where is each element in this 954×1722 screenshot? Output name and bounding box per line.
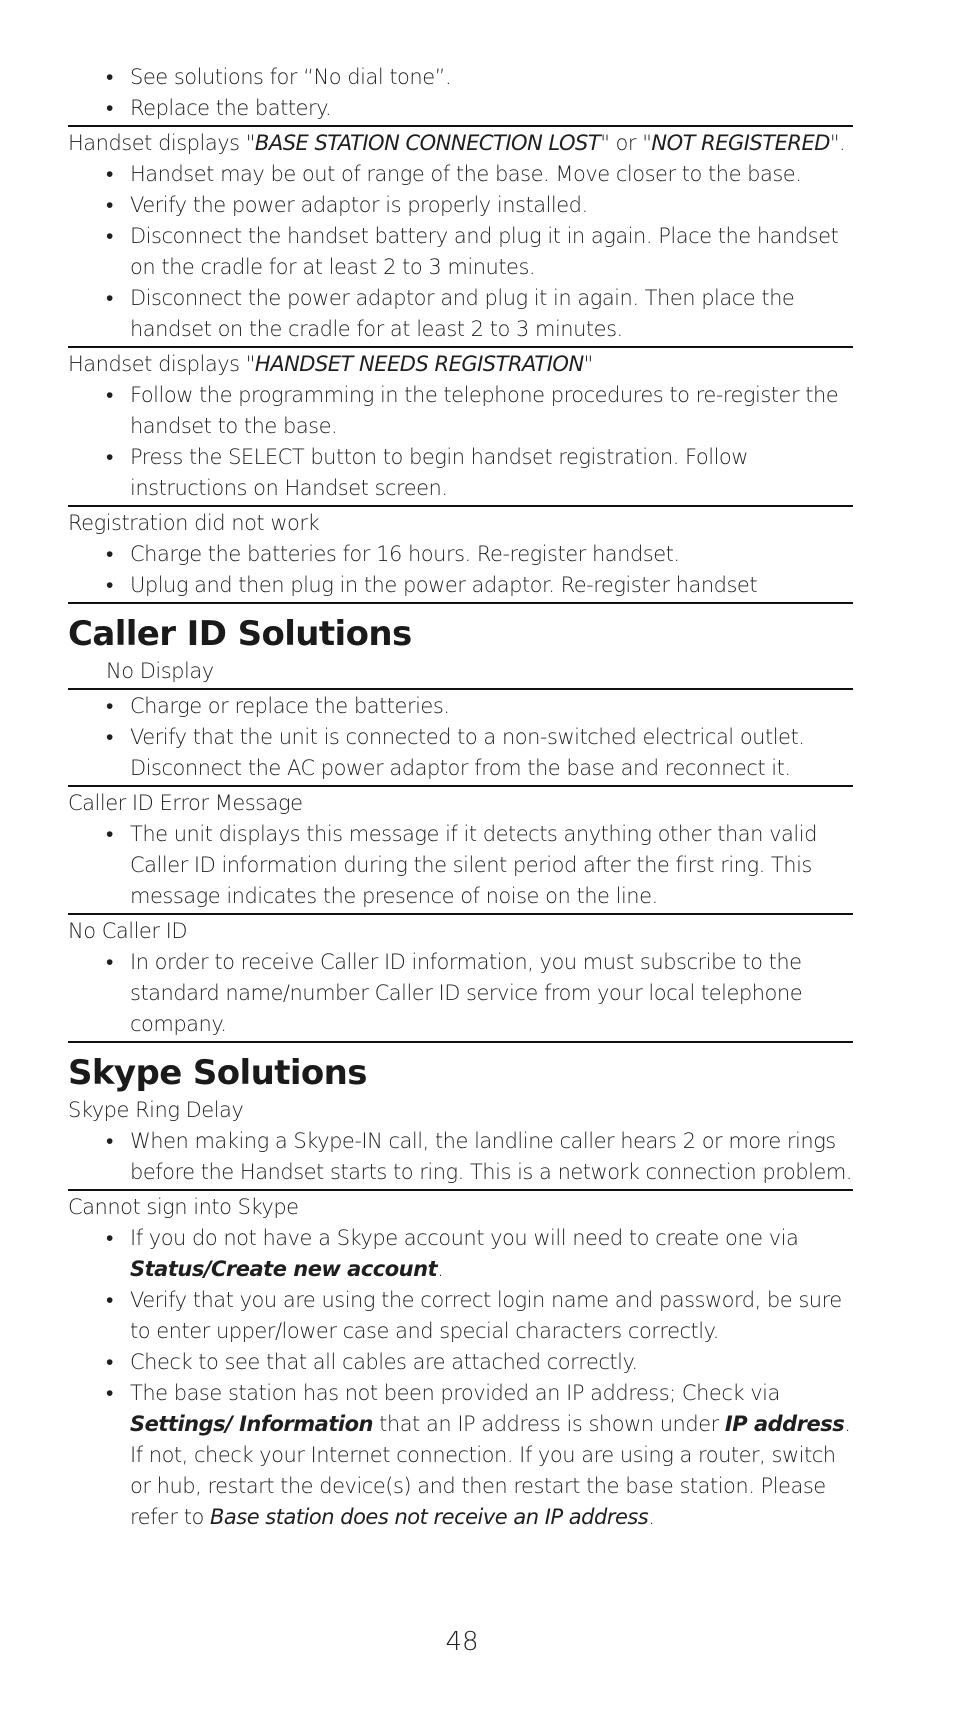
caller-id-error-heading: Caller ID Error Message: [68, 791, 303, 815]
caller-id-section-title: Caller ID Solutions: [68, 614, 412, 654]
list-item: • Disconnect the power adaptor and plug it in again. Then place the handset on the cradle for at least 2 to 3 minutes.: [68, 283, 853, 345]
skype-ring-delay-list: [68, 1126, 853, 1188]
no-dial-tone-list: [68, 62, 853, 124]
no-display-list: [68, 691, 853, 784]
no-display-heading: No Display: [106, 659, 214, 683]
list-item: • See solutions for “No dial tone”.: [68, 62, 853, 93]
divider: [68, 505, 853, 507]
needs-registration-heading: Handset displays "HANDSET NEEDS REGISTRATION": [68, 352, 593, 376]
list-item: • The unit displays this message if it detects anything other than valid Caller ID information during the silent period after the first ring. This message indicates the presence of noise on the line.: [68, 819, 853, 912]
divider: [68, 125, 853, 127]
list-item: • Press the SELECT button to begin handset registration. Follow instructions on Handset screen.: [68, 442, 853, 504]
divider: [68, 913, 853, 915]
cannot-sign-in-list: [68, 1223, 853, 1533]
divider: [68, 785, 853, 787]
list-item: • In order to receive Caller ID information, you must subscribe to the standard name/number Caller ID service from your local telephone company.: [68, 947, 853, 1040]
list-item: • Check to see that all cables are attached correctly.: [68, 1347, 853, 1378]
divider: [68, 1189, 853, 1191]
settings-information-path: Settings/ Information: [130, 1412, 373, 1436]
list-item: • Uplug and then plug in the power adaptor. Re-register handset: [68, 570, 853, 601]
no-caller-id-list: [68, 947, 853, 1040]
divider: [68, 346, 853, 348]
list-item: • Disconnect the handset battery and plug it in again. Place the handset on the cradle for at least 2 to 3 minutes.: [68, 221, 853, 283]
not-registered-list: [68, 159, 853, 345]
list-item: • Follow the programming in the telephone procedures to re-register the handset to the base.: [68, 380, 853, 442]
cannot-sign-in-heading: Cannot sign into Skype: [68, 1195, 299, 1219]
caller-id-error-list: [68, 819, 853, 912]
skype-section-title: Skype Solutions: [68, 1053, 367, 1093]
divider: [68, 1041, 853, 1043]
list-item: • Charge or replace the batteries.: [68, 691, 853, 722]
manual-page: [68, 62, 853, 1533]
not-registered-heading: Handset displays "BASE STATION CONNECTION LOST" or "NOT REGISTERED".: [68, 131, 846, 155]
no-caller-id-heading: No Caller ID: [68, 919, 188, 943]
list-item: • Verify the power adaptor is properly installed.: [68, 190, 853, 221]
list-item: • When making a Skype-IN call, the landline caller hears 2 or more rings before the Handset starts to ring. This is a network connection problem.: [68, 1126, 853, 1188]
list-item: • Verify that the unit is connected to a non-switched electrical outlet. Disconnect the AC power adaptor from the base and reconnect it.: [68, 722, 853, 784]
divider: [68, 602, 853, 604]
page-number: 48: [445, 1627, 479, 1657]
registration-failed-heading: Registration did not work: [68, 511, 320, 535]
divider: [68, 688, 853, 690]
list-item: • Handset may be out of range of the base. Move closer to the base.: [68, 159, 853, 190]
create-account-path: Status/Create new account: [130, 1257, 438, 1281]
ip-address-label: IP address: [724, 1412, 845, 1436]
ip-address-reference: Base station does not receive an IP address: [209, 1505, 649, 1529]
list-item: • If you do not have a Skype account you will need to create one via Status/Create new account.: [68, 1223, 853, 1285]
list-item: • Charge the batteries for 16 hours. Re-register handset.: [68, 539, 853, 570]
registration-failed-list: [68, 539, 853, 601]
list-item: • The base station has not been provided an IP address; Check via Settings/ Information that an IP address is shown under IP address. If not, check your Internet connection. If you are using a router, switch or hub, restart the device(s) and then restart the base station. Please refer to Base station does not receive an IP address.: [68, 1378, 853, 1533]
needs-registration-list: [68, 380, 853, 504]
skype-ring-delay-heading: Skype Ring Delay: [68, 1098, 244, 1122]
list-item: • Verify that you are using the correct login name and password, be sure to enter upper/lower case and special characters correctly.: [68, 1285, 853, 1347]
list-item: • Replace the battery.: [68, 93, 853, 124]
